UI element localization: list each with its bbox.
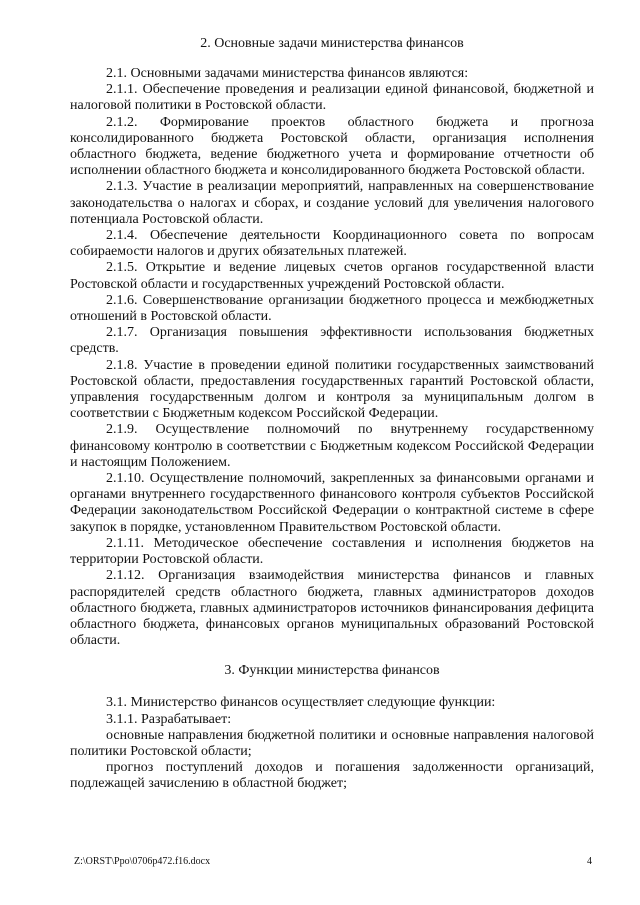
section-2-body	[70, 66, 594, 649]
paragraph-2-1-8: 2.1.8. Участие в проведении единой политики государственных заимствований Ростовской области, предоставления государственных гарантий Ростовской области, управления государственным долгом и контроля за муниципальным долгом в соответствии с Бюджетным кодексом Российской Федерации.	[70, 357, 594, 422]
paragraph-2-1-5: 2.1.5. Открытие и ведение лицевых счетов органов государственной власти Ростовской области и государственных учреждений Ростовской области.	[70, 260, 594, 292]
page-number: 4	[587, 856, 592, 867]
paragraph-2-1-4: 2.1.4. Обеспечение деятельности Координационного совета по вопросам собираемости налогов и других обязательных платежей.	[70, 228, 594, 260]
paragraph-2-1-9: 2.1.9. Осуществление полномочий по внутреннему государственному финансовому контролю в соответствии с Бюджетным кодексом Российской Федерации и настоящим Положением.	[70, 422, 594, 470]
paragraph-2-1-11: 2.1.11. Методическое обеспечение составления и исполнения бюджетов на территории Ростовской области.	[70, 535, 594, 568]
file-path: Z:\ORST\Ppo\0706p472.f16.docx	[74, 856, 211, 867]
document-page	[70, 36, 594, 793]
paragraph-2-1-6: 2.1.6. Совершенствование организации бюджетного процесса и межбюджетных отношений в Ростовской области.	[70, 292, 594, 325]
paragraph-2-1-1: 2.1.1. Обеспечение проведения и реализации единой финансовой, бюджетной и налоговой политики в Ростовской области.	[70, 82, 594, 114]
paragraph-2-1-2: 2.1.2. Формирование проектов областного бюджета и прогноза консолидированного бюджета Ростовской области, организация исполнения областного бюджета, ведение бюджетного учета и формирование отчетности об исполнении областного бюджета и консолидированного бюджета Ростовской области.	[70, 114, 594, 179]
section-2-title: 2. Основные задачи министерства финансов	[200, 36, 464, 51]
paragraph-3-1-1: 3.1.1. Разрабатывает:	[106, 711, 232, 727]
paragraph-3-1-1-a: основные направления бюджетной политики и основные направления налоговой политики Ростовской области;	[70, 727, 594, 759]
paragraph-2-1-7: 2.1.7. Организация повышения эффективности использования бюджетных средств.	[70, 325, 594, 357]
section-3-body	[70, 695, 594, 792]
paragraph-2-1-12: 2.1.12. Организация взаимодействия министерства финансов и главных распорядителей средств областного бюджета, главных администраторов доходов областного бюджета, главных администраторов источников финансирования дефицита областного бюджета, финансовых органов муниципальных образований Ростовской области.	[70, 568, 594, 649]
page-footer	[74, 856, 592, 867]
paragraph-3-1-1-b: прогноз поступлений доходов и погашения задолженности организаций, подлежащей зачислению в областной бюджет;	[70, 760, 594, 792]
paragraph-2-1: 2.1. Основными задачами министерства финансов являются:	[106, 66, 469, 81]
section-3-title: 3. Функции министерства финансов	[224, 663, 440, 679]
paragraph-2-1-3: 2.1.3. Участие в реализации мероприятий, направленных на совершенствование законодательства о налогах и сборах, и создание условий для увеличения налогового потенциала Ростовской области.	[70, 179, 594, 227]
paragraph-3-1: 3.1. Министерство финансов осуществляет следующие функции:	[106, 695, 496, 711]
paragraph-2-1-10: 2.1.10. Осуществление полномочий, закрепленных за финансовыми органами и органами внутреннего государственного финансового контроля субъектов Российской Федерации законодательством Российской Федерации о контрактной системе в сфере закупок в порядке, установленном Правительством Ростовской области.	[70, 471, 594, 535]
